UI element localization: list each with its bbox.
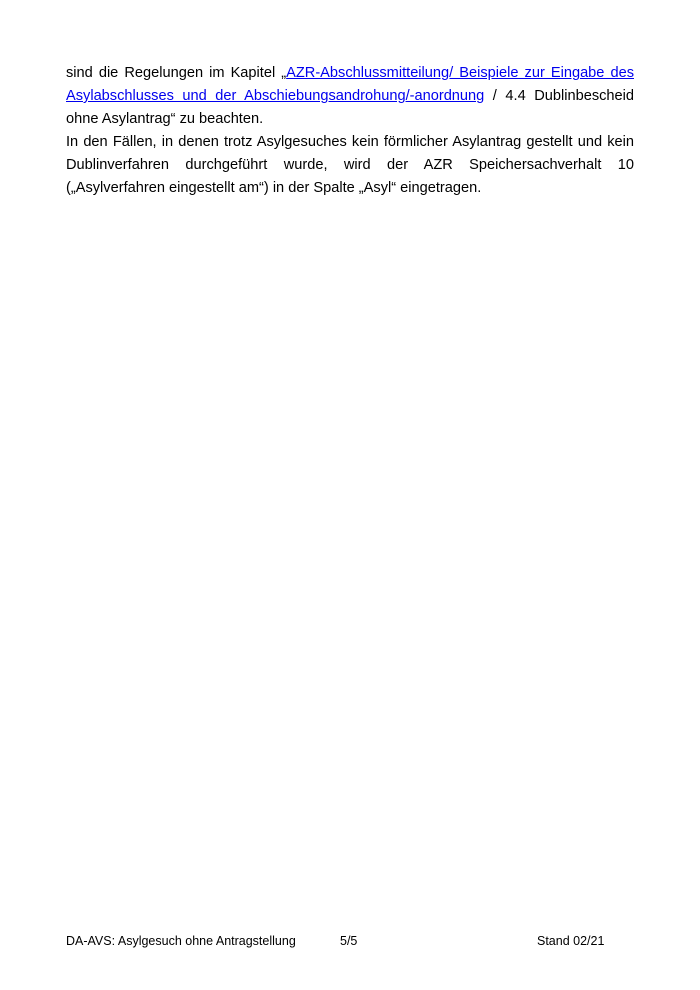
footer-document-title: DA-AVS: Asylgesuch ohne Antragstellung (66, 934, 296, 948)
page-footer (0, 932, 700, 950)
chapter-link[interactable]: AZR-Abschlussmitteilung/ Beispiele zur Eingabe des Asylabschlusses und der Abschiebungsandrohung/-anordnung (66, 65, 634, 104)
footer-version: Stand 02/21 (537, 934, 605, 948)
paragraph-text-after-link: / 4.4 Dublinbescheid ohne Asylantrag“ zu beachten. (66, 88, 634, 127)
paragraph-asylum-cases: In den Fällen, in denen trotz Asylgesuches kein förmlicher Asylantrag gestellt und kein Dublinverfahren durchgeführt wurde, wird der AZR Speichersachverhalt 10 („Asylverfahren eingestellt am“) in der Spalte „Asyl“ eingetragen. (66, 134, 634, 196)
footer-page-number: 5/5 (340, 934, 358, 948)
document-body (66, 62, 634, 200)
paragraph-text-before-link: sind die Regelungen im Kapitel „ (66, 65, 287, 81)
paragraph-regulations (66, 62, 634, 131)
